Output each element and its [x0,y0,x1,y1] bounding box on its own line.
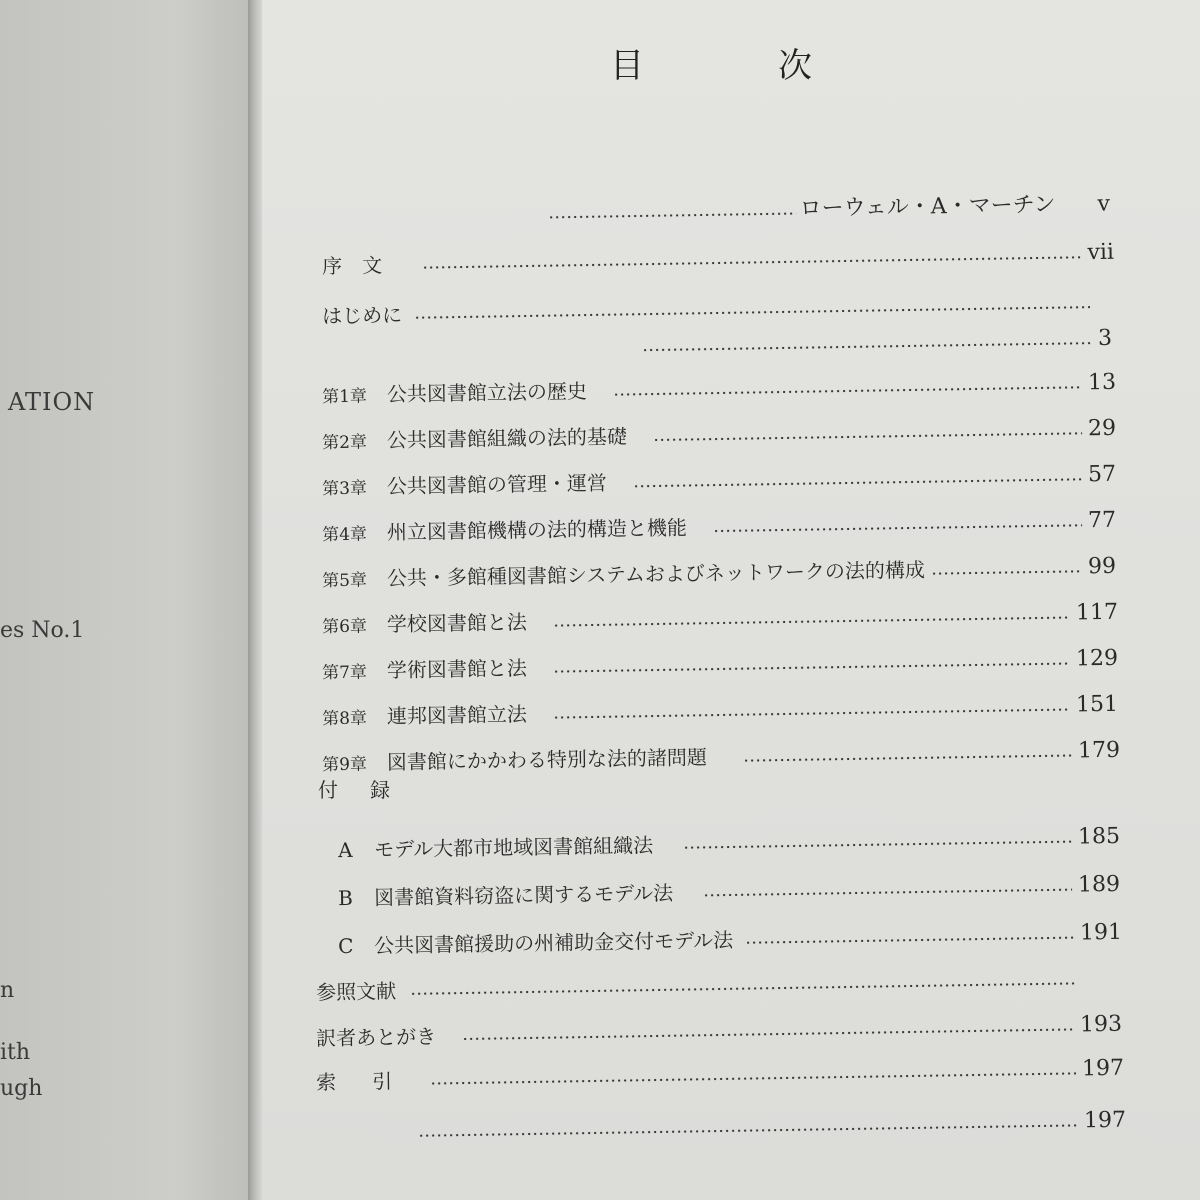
leader-dots [931,569,1082,575]
chapter-number: 第6章 [321,616,368,638]
chapter-number: 第4章 [321,524,368,546]
leader-dots [653,431,1082,442]
leader-dots [683,840,1072,850]
toc-label: はじめに [321,302,403,329]
left-page-fragment: ATION [8,388,96,416]
page-number: 185 [1077,823,1121,850]
left-page-fragment: ugh [0,1076,43,1101]
chapter-title: 学術図書館と法 [386,656,528,683]
page-number: 151 [1075,691,1119,718]
page-number: 197 [1083,1107,1127,1134]
page-number: 193 [1079,1011,1123,1038]
toc-label [322,658,527,682]
toc-label [322,381,587,406]
chapter-title: 公共図書館の管理・運営 [386,470,608,499]
leader-dots [703,888,1072,898]
toc-row-appendix-heading [318,770,518,800]
page-number: 179 [1077,737,1121,764]
page-number: v [1097,191,1111,217]
left-page-fragment: n [0,978,15,1003]
page-number: 13 [1087,369,1117,396]
page-number: vii [1087,239,1115,266]
left-page [0,0,252,1200]
toc-label [322,426,627,452]
page-number: 117 [1075,599,1119,626]
toc-label: 序 文 [321,253,383,279]
chapter-title: 連邦図書館立法 [386,702,528,729]
appendix-letter: C [337,933,354,959]
chapter-number: 第3章 [321,478,368,500]
appendix-letter: A [337,837,353,863]
page-number: 191 [1079,919,1123,946]
leader-dots [713,523,1082,533]
chapter-number: 第5章 [321,570,368,592]
toc-label [322,612,527,636]
toc-label: 付 録 [318,778,396,802]
left-page-fragment: es No.1 [0,618,85,643]
left-page-fragment: ith [0,1040,31,1065]
toc-label [322,704,527,728]
toc-label [321,515,688,546]
appendix-title: 図書館資料窃盗に関するモデル法 [373,880,674,910]
toc-label [321,470,608,500]
book-gutter [248,0,262,1200]
leader-dots [745,936,1074,945]
page-number: 197 [1081,1055,1125,1082]
page-number: 99 [1087,553,1117,580]
toc-label: 参照文献 [315,979,397,1005]
chapter-title: 公共図書館立法の歴史 [386,379,588,407]
leader-dots [642,341,1092,352]
chapter-title: 図書館にかかわる特別な法的諸問題 [386,745,708,775]
appendix-title: モデル大都市地域図書館組織法 [373,833,654,862]
leader-dots [743,753,1072,762]
chapter-number: 第7章 [321,662,368,684]
leader-dots [548,212,796,220]
toc-label: 訳者あとがき [315,1024,437,1051]
chapter-number: 第2章 [321,432,368,454]
page-number: 189 [1077,871,1121,898]
foreword-author: ローウェル・A・マーチン [799,192,1056,222]
chapter-number: 第9章 [321,754,368,776]
page-number: 57 [1087,461,1117,488]
toc-label [337,927,734,959]
page-number: 29 [1087,415,1117,442]
chapter-title: 学校図書館と法 [386,610,528,637]
appendix-letter: B [337,885,354,911]
page-number: 129 [1075,645,1119,672]
toc-label [337,833,654,863]
chapter-title: 州立図書館機構の法的構造と機能 [386,515,688,545]
leader-dots [613,385,1082,396]
chapter-title: 公共図書館組織の法的基礎 [386,424,628,453]
chapter-title: 公共・多館種図書館システムおよびネットワークの法的構成 [386,557,926,591]
appendix-title: 公共図書館援助の州補助金交付モデル法 [373,927,734,958]
chapter-number: 第8章 [321,708,368,730]
chapter-number: 第1章 [321,386,368,408]
toc-label [337,880,674,911]
leader-dots [633,477,1082,488]
page-number: 77 [1087,507,1117,534]
toc-title: 目 次 [610,46,862,86]
page-number: 3 [1097,325,1113,352]
toc-label: 索 引 [315,1069,401,1095]
